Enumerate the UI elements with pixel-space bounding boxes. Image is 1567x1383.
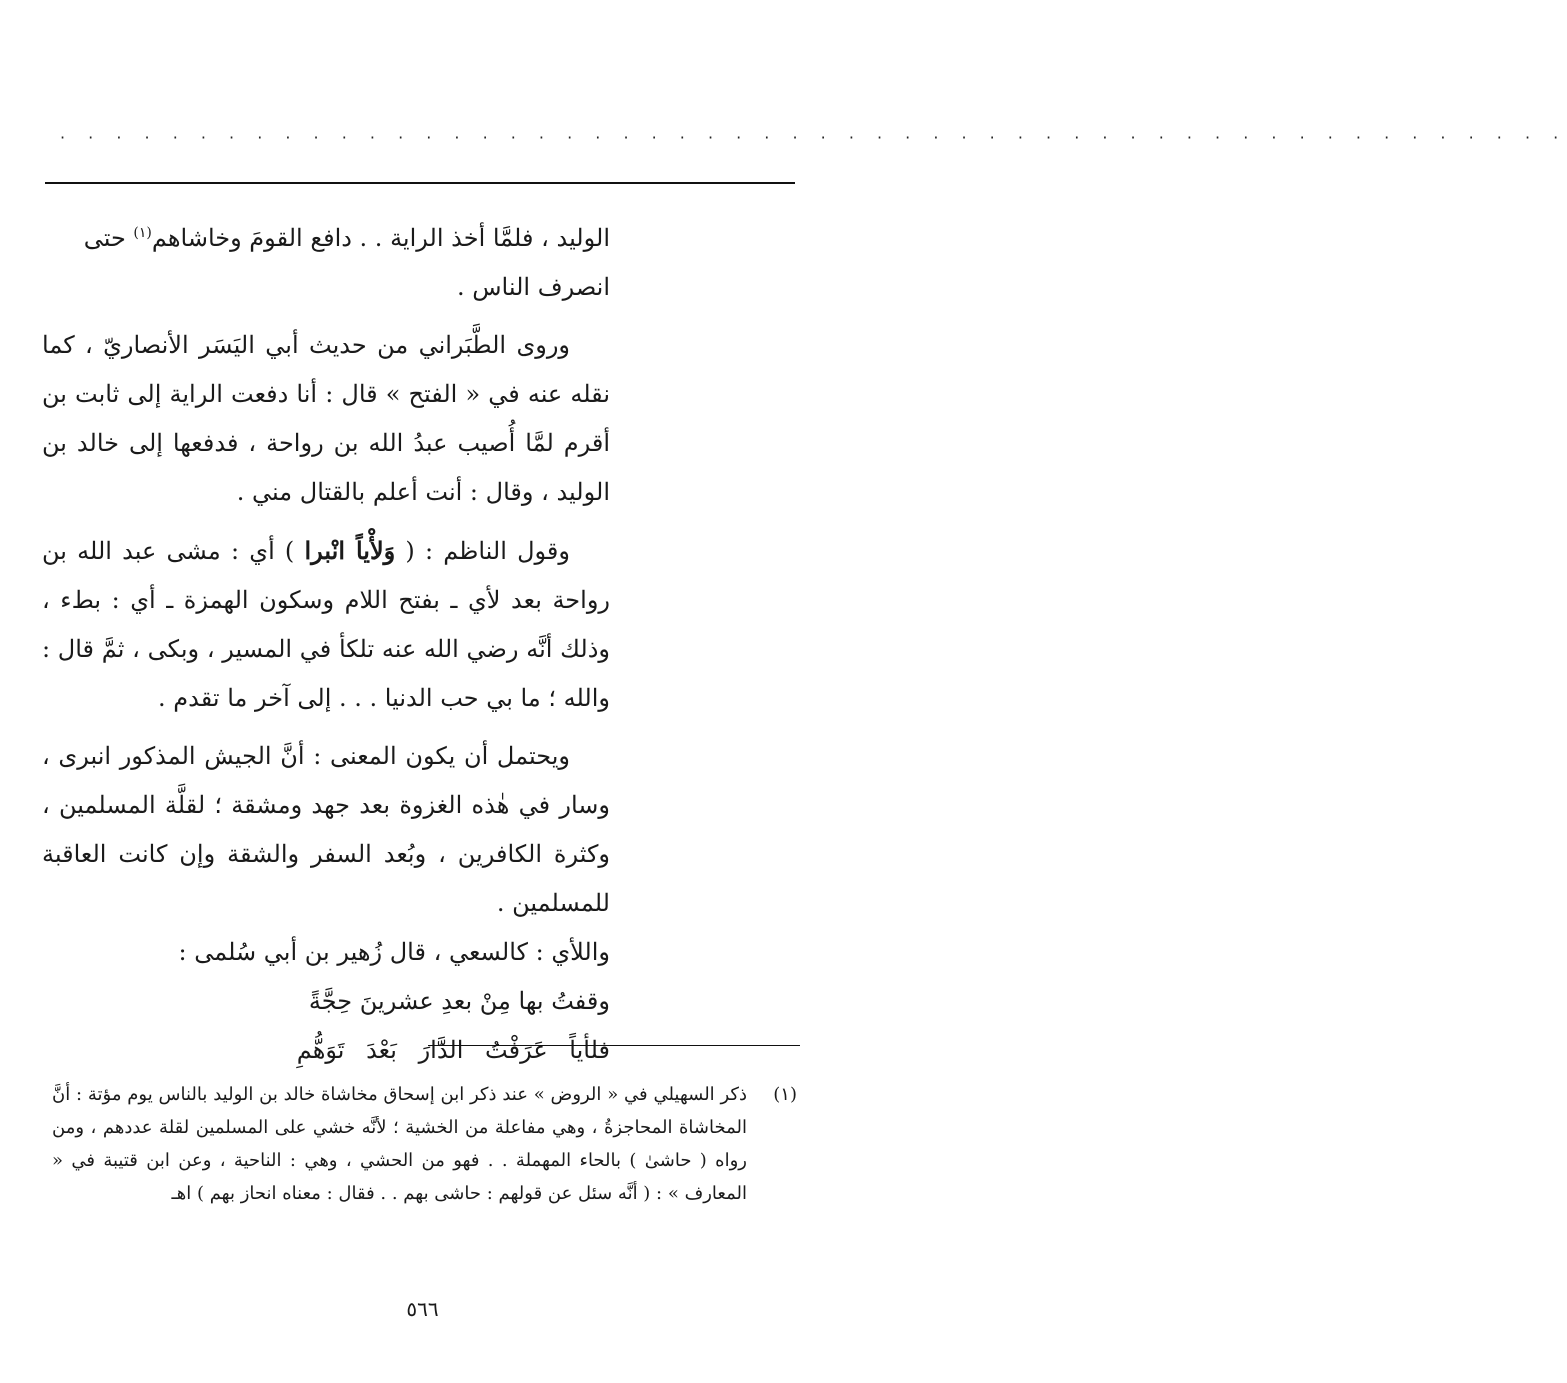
- paragraph-3-rest: ) أي : مشى عبد الله بن رواحة بعد لأي ـ بفتح اللام وسكون الهمزة ـ أي : بطء ، وذلك أنَّه رضي الله عنه تلكأ في المسير ، وبكى ، ثمَّ قال : والله ؛ ما بي حب الدنيا . . . إلى آخر ما تقدم .: [42, 537, 610, 712]
- dot-leader: · · · · · · · · · · · · · · · · · · · · · · · · · · · · · · · · · · · · · · · · · · · · · · · · · · · · · ·: [60, 128, 1567, 147]
- footnote-number: (١): [773, 1084, 797, 1105]
- paragraph-1-line-1-end: حتى: [83, 224, 134, 252]
- paragraph-5: واللأي : كالسعي ، قال زُهير بن أبي سُلمى :: [178, 938, 610, 966]
- main-text: [42, 214, 610, 1075]
- top-rule: [45, 182, 795, 184]
- paragraph-3: [42, 526, 610, 723]
- verse-second-hemistich: فلأياً عَرَفْتُ الدَّارَ بَعْدَ تَوَهُّمِ: [296, 1036, 610, 1064]
- paragraph-4: ويحتمل أن يكون المعنى : أنَّ الجيش المذكور انبرى ، وسار في هٰذه الغزوة بعد جهد ومشقة ؛ لقلَّة المسلمين ، وكثرة الكافرين ، وبُعد السفر والشقة وإن كانت العاقبة للمسلمين .: [42, 742, 610, 917]
- footnote: [52, 1078, 797, 1210]
- footnote-rule: [428, 1045, 800, 1046]
- footnote-reference[interactable]: (١): [133, 225, 152, 241]
- quoted-verse-phrase: وَلأْياً انْبرا: [304, 536, 396, 565]
- footnote-text: ذكر السهيلي في « الروض » عند ذكر ابن إسحاق مخاشاة خالد بن الوليد بالناس يوم مؤتة : أنَّ المخاشاة المحاجزةُ ، وهي مفاعلة من الخشية ؛ لأنَّه خشي على المسلمين لقلة عددهم ، ومن رواه ( حاشىٰ ) بالحاء المهملة . . فهو من الحشي ، وهي : الناحية ، وعن ابن قتيبة في « المعارف » : ( أنَّه سئل عن قولهم : حاشى بهم . . فقال : معناه انحاز بهم ) اهـ: [52, 1084, 747, 1204]
- page-number: ٥٦٦: [406, 1297, 439, 1321]
- paragraph-1-line-2: انصرف الناس .: [457, 273, 610, 301]
- paragraph-1-line-1: الوليد ، فلمَّا أخذ الراية . . دافع القومَ وخاشاهم: [151, 224, 610, 252]
- paragraph-3-start: وقول الناظم : (: [395, 537, 570, 565]
- verse-first-hemistich: وقفتُ بها مِنْ بعدِ عشرينَ حِجَّةً: [308, 987, 610, 1015]
- paragraph-2: وروى الطَّبَراني من حديث أبي اليَسَر الأنصاريّ ، كما نقله عنه في « الفتح » قال : أنا دفعت الراية إلى ثابت بن أقرم لمَّا أُصيب عبدُ الله بن رواحة ، فدفعها إلى خالد بن الوليد ، وقال : أنت أعلم بالقتال مني .: [42, 331, 610, 506]
- paragraph-1: [42, 214, 610, 312]
